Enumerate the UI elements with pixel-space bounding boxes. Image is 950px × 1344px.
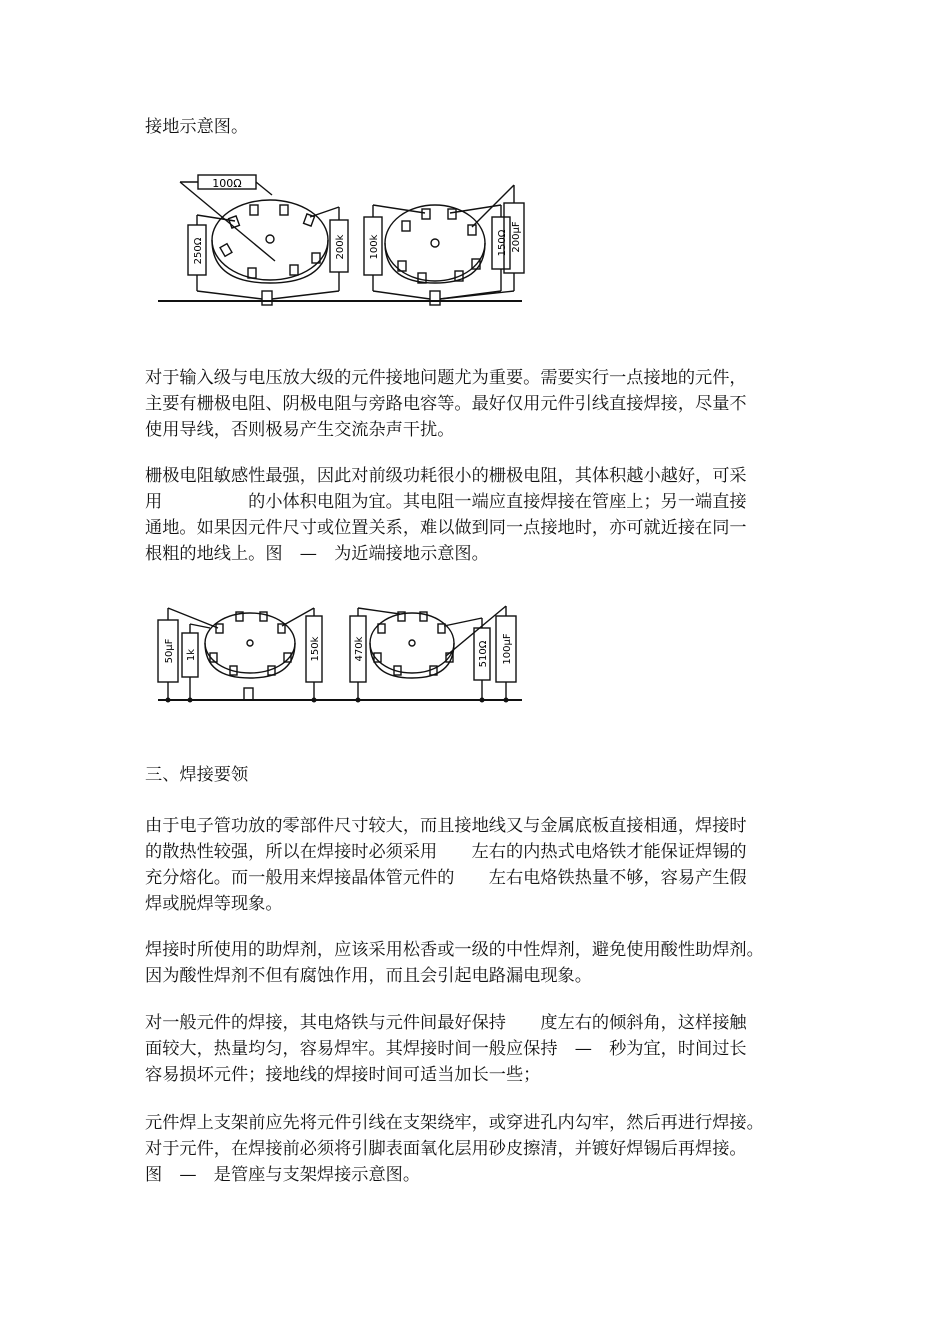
resistor-label-470k: 470k [354,636,365,662]
paragraph-iron: 由于电子管功放的零部件尺寸较大，而且接地线又与金属底板直接相通，焊接时 的散热性较强，所以在焊接时必须采用 左右的内热式电烙铁才能保证焊锡的 充分熔化。而一般用来焊接晶体管元件的 左右电烙铁热量不够，容易产生假 焊或脱焊等现象。 [145,816,747,914]
resistor-label-200k: 200k [335,234,346,260]
resistor-label-1k: 1k [186,648,197,662]
resistor-label-100ohm: 100Ω [212,177,242,190]
resistor-label-250ohm: 250Ω [193,237,204,265]
paragraph-bracket: 元件焊上支架前应先将元件引线在支架绕牢，或穿进孔内勾牢，然后再进行焊接。 对于元件，在焊接前必须将引脚表面氧化层用砂皮擦清，并镀好焊锡后再焊接。 图 — 是管座与支架焊接示意图。 [145,1113,764,1185]
paragraph-grid-resistor: 栅极电阻敏感性最强，因此对前级功耗很小的栅极电阻，其体积越小越好，可采 用 的小体积电阻为宜。其电阻一端应直接焊接在管座上；另一端直接 通地。如果因元件尺寸或位置关系，难以做到同一点接地时，亦可就近接在同一 根粗的地线上。图 — 为近端接地示意图。 [145,466,747,564]
grounding-diagram-1 [150,165,530,315]
resistor-label-150k: 150k [310,636,321,662]
capacitor-label-200uf: 200μF [511,221,522,253]
resistor-label-150ohm: 150Ω [497,229,508,257]
capacitor-label-100uf: 100μF [502,633,513,665]
resistor-label-510ohm: 510Ω [478,640,489,668]
figure-caption-top: 接地示意图。 [145,117,249,137]
resistor-label-100k: 100k [369,234,380,260]
section-heading-soldering: 三、焊接要领 [145,765,249,785]
paragraph-grounding: 对于输入级与电压放大级的元件接地问题尤为重要。需要实行一点接地的元件， 主要有栅极电阻、阴极电阻与旁路电容等。最好仅用元件引线直接焊接，尽量不 使用导线，否则极易产生交流杂声干扰。 [145,368,747,440]
capacitor-label-50uf: 50μF [164,638,175,664]
paragraph-flux: 焊接时所使用的助焊剂，应该采用松香或一级的中性焊剂，避免使用酸性助焊剂。 因为酸性焊剂不但有腐蚀作用，而且会引起电路漏电现象。 [145,940,764,986]
paragraph-angle-time: 对一般元件的焊接，其电烙铁与元件间最好保持 度左右的倾斜角，这样接触 面较大，热量均匀，容易焊牢。其焊接时间一般应保持 — 秒为宜，时间过长 容易损坏元件；接地线的焊接时间可适当加长一些； [145,1013,747,1085]
grounding-diagram-2 [150,598,530,710]
